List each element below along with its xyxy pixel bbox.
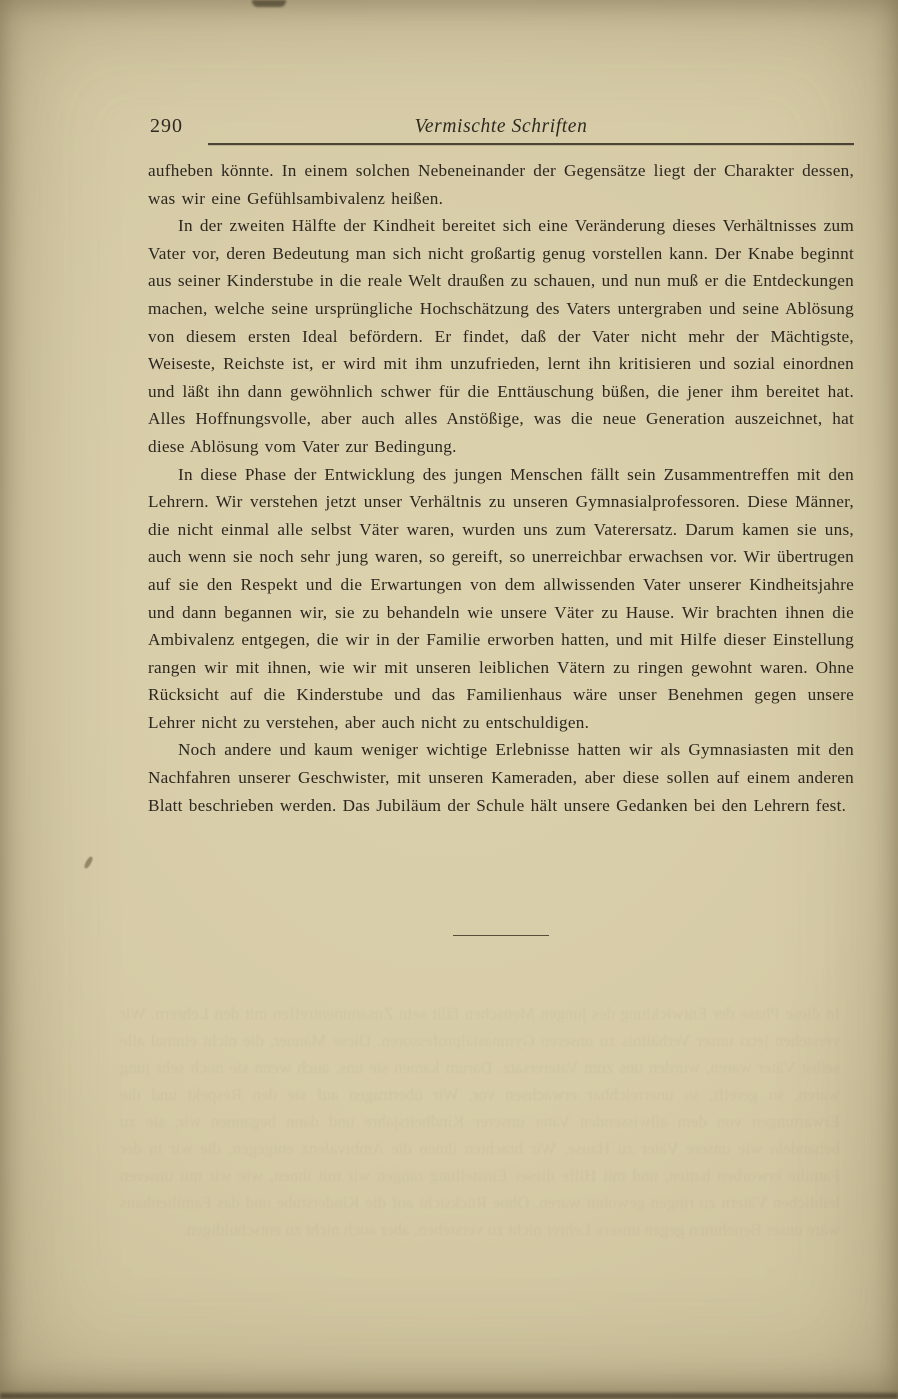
verso-show-through-text: In diese Phase der Entwicklung des jungen Menschen fällt sein Zusammentreffen mit den Lehrern. Wir verstehen jetzt unser Verhältnis zu unseren Gymnasialprofessoren. Diese Männer, die nicht einmal alle selbst Väter waren, wurden uns zum Vaterersatz. Darum kamen sie uns, auch wenn sie noch sehr jung waren, so gereift, so unerreichbar erwachsen vor. Wir übertrugen auf sie den Respekt und die Erwartungen von dem allwissenden Vater unserer Kindheitsjahre und dann begannen wir, sie zu behandeln wie unsere Väter zu Hause. Wir brachten ihnen die Ambivalenz entgegen, die wir in der Familie erworben hatten, und mit Hilfe dieser Einstellung rangen wir mit ihnen, wie wir mit unseren leiblichen Vätern zu ringen gewohnt waren. Ohne Rücksicht auf die Kinderstube und das Familienhaus wäre unser Benehmen gegen unsere Lehrer nicht zu verstehen, aber auch nicht zu entschuldigen. (120, 1004, 840, 1239)
section-divider-rule (453, 935, 549, 936)
main-text-block (148, 157, 854, 936)
paragraph: In diese Phase der Entwicklung des jungen Menschen fällt sein Zusammentreffen mit den Lehrern. Wir verstehen jetzt unser Verhältnis zu unseren Gymnasialprofessoren. Diese Männer, die nicht einmal alle selbst Väter waren, wurden uns zum Vaterersatz. Darum kamen sie uns, auch wenn sie noch sehr jung waren, so gereift, so unerreichbar erwachsen vor. Wir übertrugen auf sie den Respekt und die Erwartungen von dem allwissenden Vater unserer Kindheitsjahre und dann begannen wir, sie zu behandeln wie unsere Väter zu Hause. Wir brachten ihnen die Ambivalenz entgegen, die wir in der Familie erworben hatten, und mit Hilfe dieser Einstellung rangen wir mit ihnen, wie wir mit unseren leiblichen Vätern zu ringen gewohnt waren. Ohne Rücksicht auf die Kinderstube und das Familienhaus wäre unser Benehmen gegen unsere Lehrer nicht zu verstehen, aber auch nicht zu entschuldigen. (148, 464, 854, 732)
paragraph-continuation: aufheben könnte. In einem solchen Nebeneinander der Gegensätze liegt der Charakter dessen, was wir eine Gefühlsambivalenz heißen. (148, 161, 854, 208)
scan-artifact-top (252, 0, 286, 7)
scan-edge-bottom (0, 1393, 898, 1399)
header-rule (208, 143, 854, 145)
page-number: 290 (150, 115, 183, 137)
paragraph: Noch andere und kaum weniger wichtige Erlebnisse hatten wir als Gymnasiasten mit den Nachfahren unserer Geschwister, mit unseren Kameraden, aber diese sollen auf einem anderen Blatt beschrieben werden. Das Jubiläum der Schule hält unsere Gedanken bei den Lehrern fest. (148, 740, 854, 815)
running-header-title: Vermischte Schriften (414, 116, 588, 137)
paragraph: In der zweiten Hälfte der Kindheit bereitet sich eine Veränderung dieses Verhältnisses zum Vater vor, deren Bedeutung man sich nicht großartig genug vorstellen kann. Der Knabe beginnt aus seiner Kinderstube in die reale Welt draußen zu schauen, und nun muß er die Entdeckungen machen, welche seine ursprüngliche Hochschätzung des Vaters untergraben und seine Ablösung von diesem ersten Ideal befördern. Er findet, daß der Vater nicht mehr der Mächtigste, Weiseste, Reichste ist, er wird mit ihm unzufrieden, lernt ihn kritisieren und sozial einordnen und läßt ihn dann gewöhnlich schwer für die Enttäuschung büßen, die jener ihm bereitet hat. Alles Hoffnungsvolle, aber auch alles Anstößige, was die neue Generation auszeichnet, hat diese Ablösung vom Vater zur Bedingung. (148, 216, 854, 456)
margin-mark (83, 856, 94, 870)
page-header (148, 112, 854, 140)
